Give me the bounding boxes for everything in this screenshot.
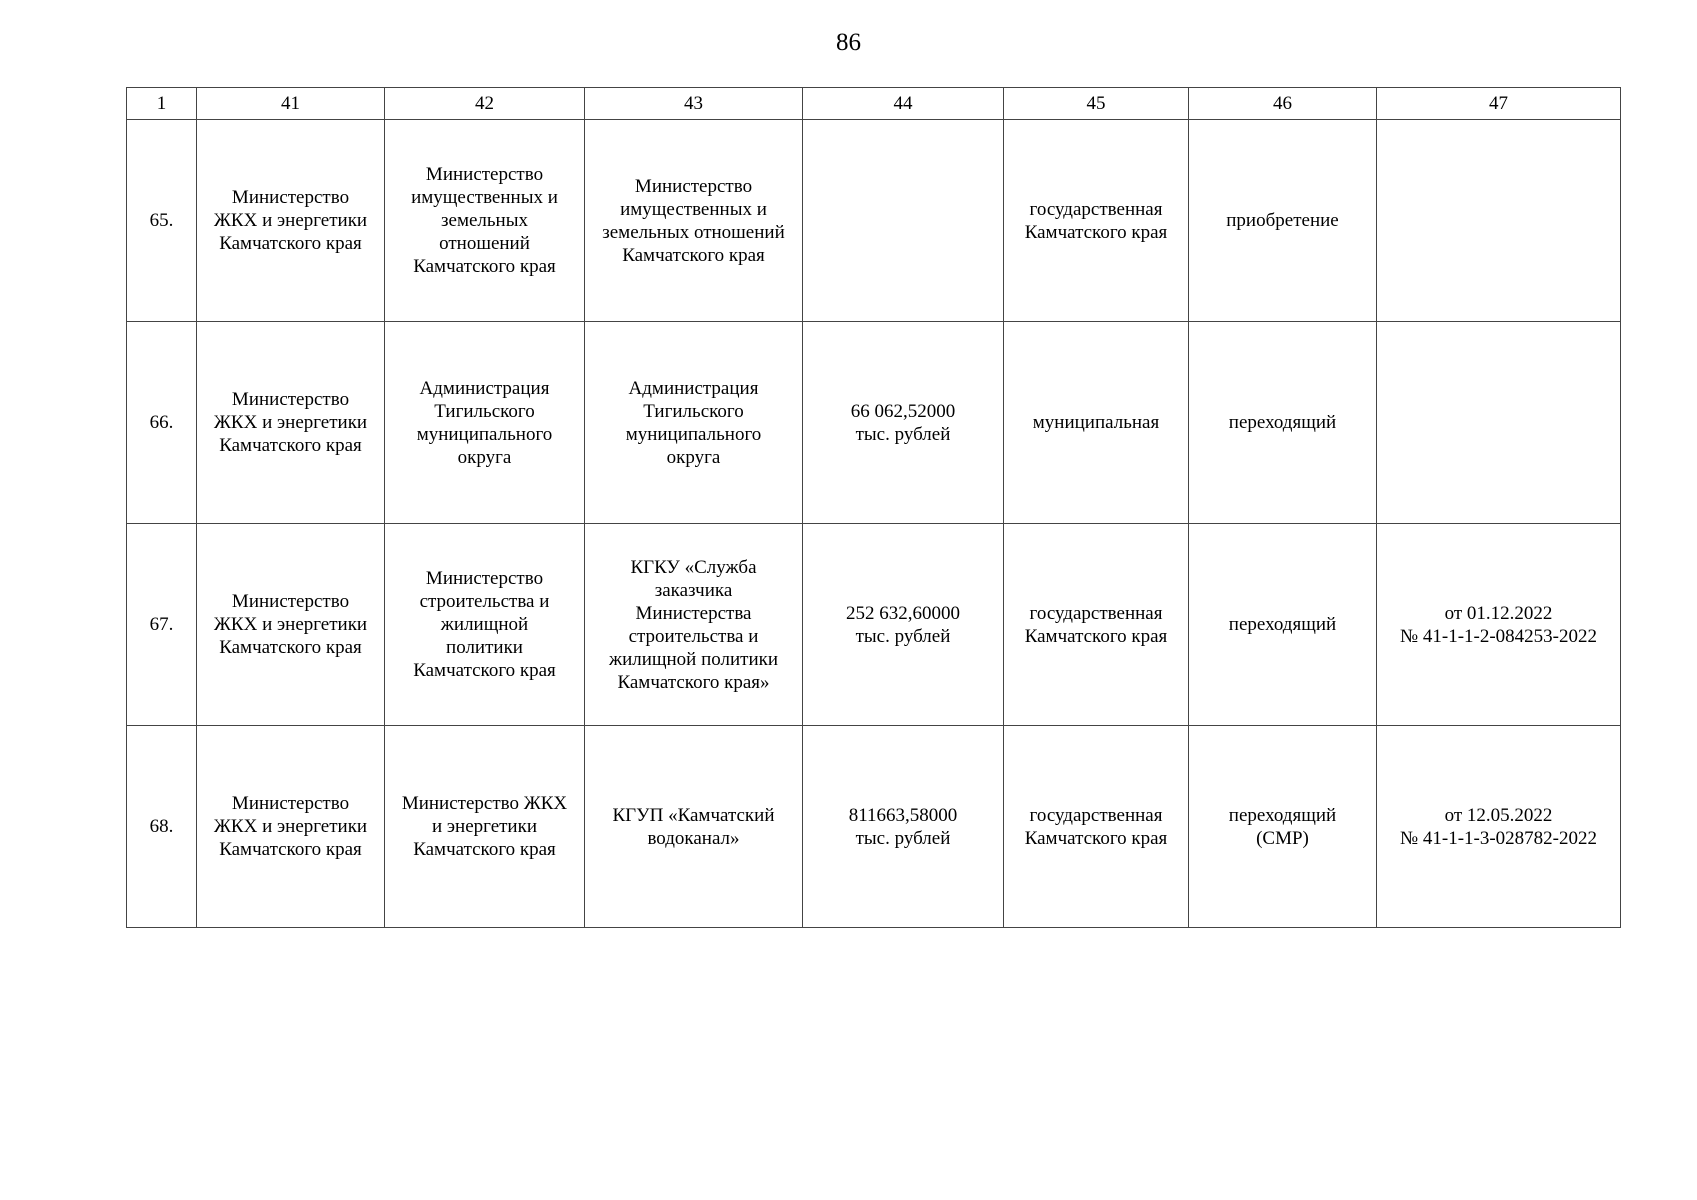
table-row xyxy=(127,524,1621,726)
row-number-cell: 67. xyxy=(127,524,197,726)
column-42-cell: Министерство имущественных и земельных отношений Камчатского края xyxy=(385,120,585,322)
column-45-cell: государственная Камчатского края xyxy=(1004,726,1189,928)
column-44-cell: 66 062,52000 тыс. рублей xyxy=(803,322,1004,524)
table-row xyxy=(127,322,1621,524)
column-46-cell: приобретение xyxy=(1189,120,1377,322)
column-41-cell: Министерство ЖКХ и энергетики Камчатского края xyxy=(197,524,385,726)
column-number: 45 xyxy=(1004,88,1189,120)
column-43-cell: Администрация Тигильского муниципального округа xyxy=(585,322,803,524)
column-44-cell: 811663,58000 тыс. рублей xyxy=(803,726,1004,928)
column-number: 1 xyxy=(127,88,197,120)
column-45-cell: государственная Камчатского края xyxy=(1004,524,1189,726)
column-number: 43 xyxy=(585,88,803,120)
column-number: 46 xyxy=(1189,88,1377,120)
column-46-cell: переходящий xyxy=(1189,322,1377,524)
column-42-cell: Администрация Тигильского муниципального округа xyxy=(385,322,585,524)
column-number: 47 xyxy=(1377,88,1621,120)
column-47-cell: от 01.12.2022 № 41-1-1-2-084253-2022 xyxy=(1377,524,1621,726)
column-number: 41 xyxy=(197,88,385,120)
column-number-row xyxy=(127,88,1621,120)
table-row xyxy=(127,726,1621,928)
column-42-cell: Министерство ЖКХ и энергетики Камчатского края xyxy=(385,726,585,928)
column-43-cell: Министерство имущественных и земельных отношений Камчатского края xyxy=(585,120,803,322)
column-42-cell: Министерство строительства и жилищной политики Камчатского края xyxy=(385,524,585,726)
column-43-cell: КГУП «Камчатский водоканал» xyxy=(585,726,803,928)
column-45-cell: государственная Камчатского края xyxy=(1004,120,1189,322)
column-41-cell: Министерство ЖКХ и энергетики Камчатского края xyxy=(197,120,385,322)
row-number-cell: 68. xyxy=(127,726,197,928)
registry-table xyxy=(126,87,1621,928)
column-41-cell: Министерство ЖКХ и энергетики Камчатского края xyxy=(197,726,385,928)
column-47-cell xyxy=(1377,120,1621,322)
column-44-cell xyxy=(803,120,1004,322)
column-number: 42 xyxy=(385,88,585,120)
column-44-cell: 252 632,60000 тыс. рублей xyxy=(803,524,1004,726)
column-41-cell: Министерство ЖКХ и энергетики Камчатского края xyxy=(197,322,385,524)
column-number: 44 xyxy=(803,88,1004,120)
column-47-cell xyxy=(1377,322,1621,524)
page-number: 86 xyxy=(836,29,861,56)
table-row xyxy=(127,120,1621,322)
column-43-cell: КГКУ «Служба заказчика Министерства строительства и жилищной политики Камчатского края» xyxy=(585,524,803,726)
column-46-cell: переходящий (СМР) xyxy=(1189,726,1377,928)
row-number-cell: 65. xyxy=(127,120,197,322)
row-number-cell: 66. xyxy=(127,322,197,524)
column-47-cell: от 12.05.2022 № 41-1-1-3-028782-2022 xyxy=(1377,726,1621,928)
column-45-cell: муниципальная xyxy=(1004,322,1189,524)
column-46-cell: переходящий xyxy=(1189,524,1377,726)
